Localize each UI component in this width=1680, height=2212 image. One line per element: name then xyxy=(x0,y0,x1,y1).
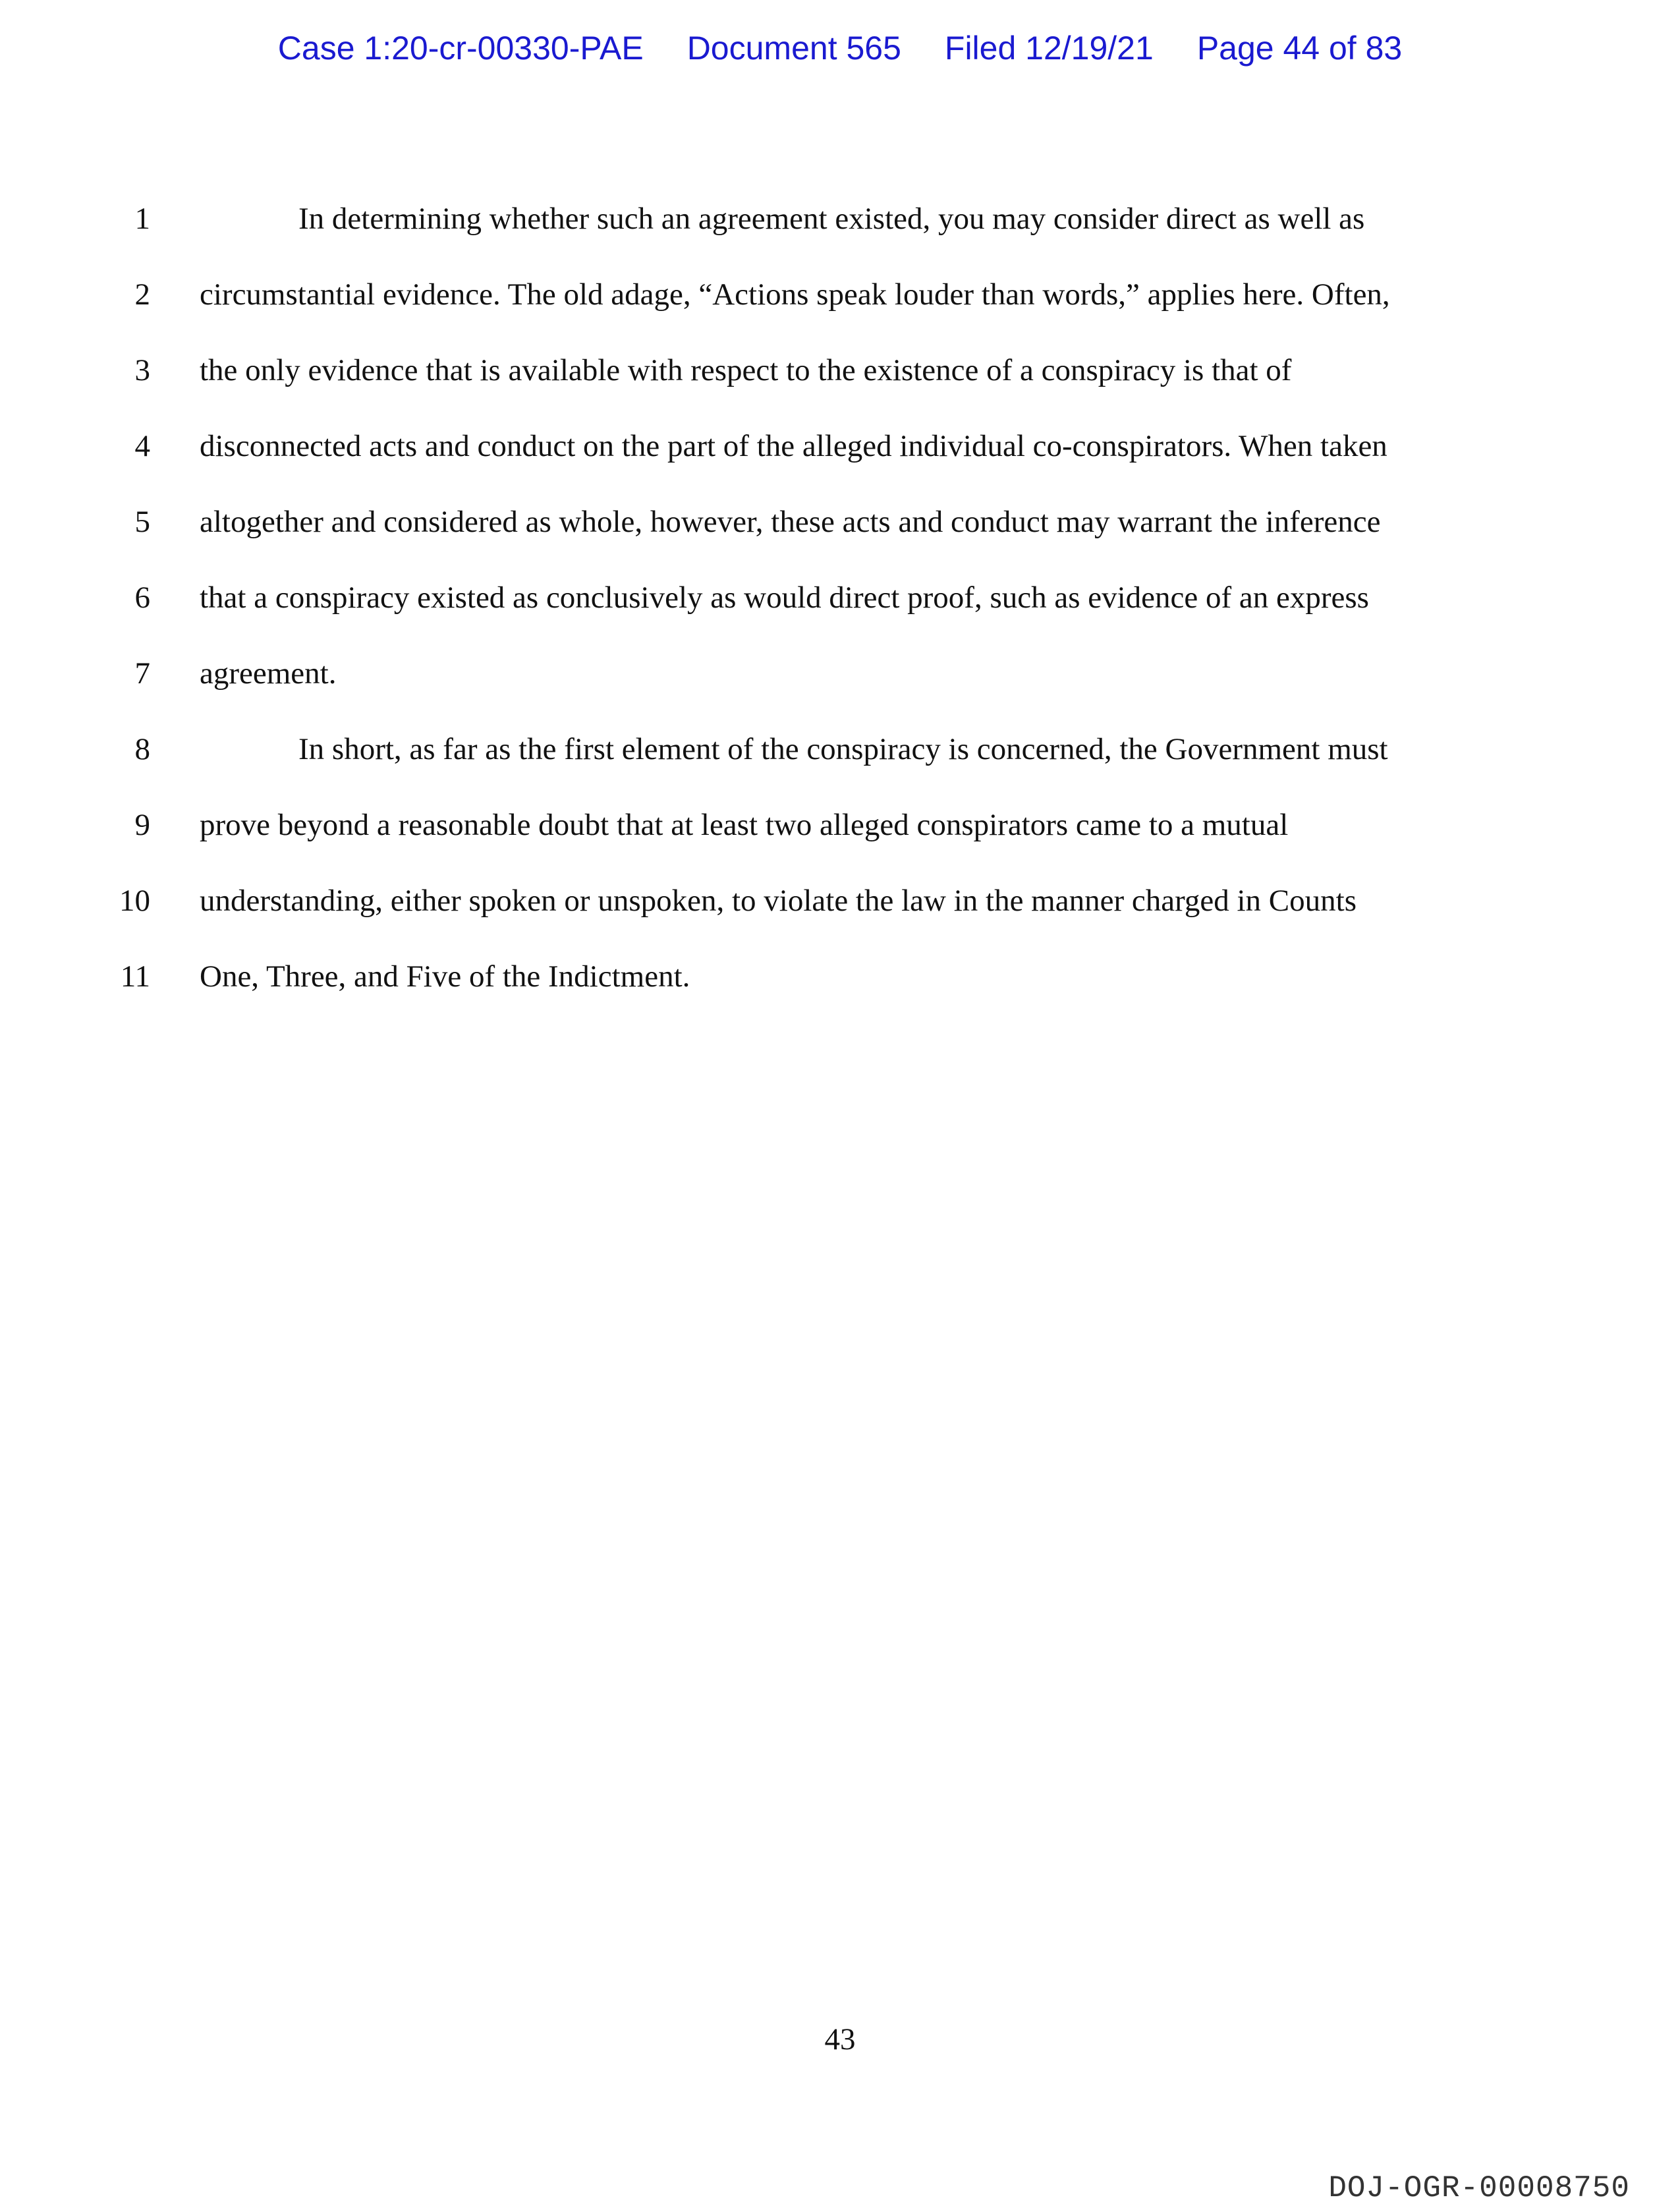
filed-date: Filed 12/19/21 xyxy=(944,30,1154,67)
pleading-line xyxy=(0,353,1680,392)
line-text: prove beyond a reasonable doubt that at least two alleged conspirators came to a mutual xyxy=(200,808,1289,842)
pleading-line xyxy=(0,656,1680,695)
pleading-line xyxy=(0,580,1680,619)
line-number: 11 xyxy=(120,959,150,994)
document-number: Document 565 xyxy=(686,30,901,67)
case-number: Case 1:20-cr-00330-PAE xyxy=(277,30,644,67)
pleading-line xyxy=(0,201,1680,241)
page-count: Page 44 of 83 xyxy=(1196,30,1403,67)
bates-number: DOJ-OGR-00008750 xyxy=(1328,2171,1630,2205)
line-text: altogether and considered as whole, however, these acts and conduct may warrant the inference xyxy=(200,505,1381,539)
pleading-line xyxy=(0,807,1680,847)
line-number: 4 xyxy=(134,429,150,463)
line-number: 10 xyxy=(119,884,150,918)
ecf-header xyxy=(0,29,1680,67)
line-number: 6 xyxy=(134,581,150,615)
pleading-line xyxy=(0,504,1680,544)
line-text: One, Three, and Five of the Indictment. xyxy=(200,959,690,994)
line-text: agreement. xyxy=(200,656,337,691)
pleading-line xyxy=(0,428,1680,468)
line-text: understanding, either spoken or unspoken, to violate the law in the manner charged in Counts xyxy=(200,884,1357,918)
line-number: 7 xyxy=(134,656,150,691)
page-number: 43 xyxy=(824,2022,856,2056)
line-number: 9 xyxy=(134,808,150,842)
line-text: the only evidence that is available with respect to the existence of a conspiracy is that of xyxy=(200,353,1292,387)
pleading-line xyxy=(0,883,1680,922)
line-text: In short, as far as the first element of the conspiracy is concerned, the Government must xyxy=(298,732,1388,766)
line-number: 3 xyxy=(134,353,150,387)
line-number: 8 xyxy=(134,732,150,766)
line-text: circumstantial evidence. The old adage, “Actions speak louder than words,” applies here. Often, xyxy=(200,277,1390,312)
line-text: that a conspiracy existed as conclusively as would direct proof, such as evidence of an express xyxy=(200,581,1369,615)
line-number: 5 xyxy=(134,505,150,539)
line-number: 2 xyxy=(134,277,150,312)
pleading-line xyxy=(0,959,1680,998)
line-text: disconnected acts and conduct on the part of the alleged individual co-conspirators. When taken xyxy=(200,429,1387,463)
line-text: In determining whether such an agreement existed, you may consider direct as well as xyxy=(298,202,1365,236)
pleading-line xyxy=(0,277,1680,316)
line-number: 1 xyxy=(134,202,150,236)
pleading-line xyxy=(0,731,1680,771)
